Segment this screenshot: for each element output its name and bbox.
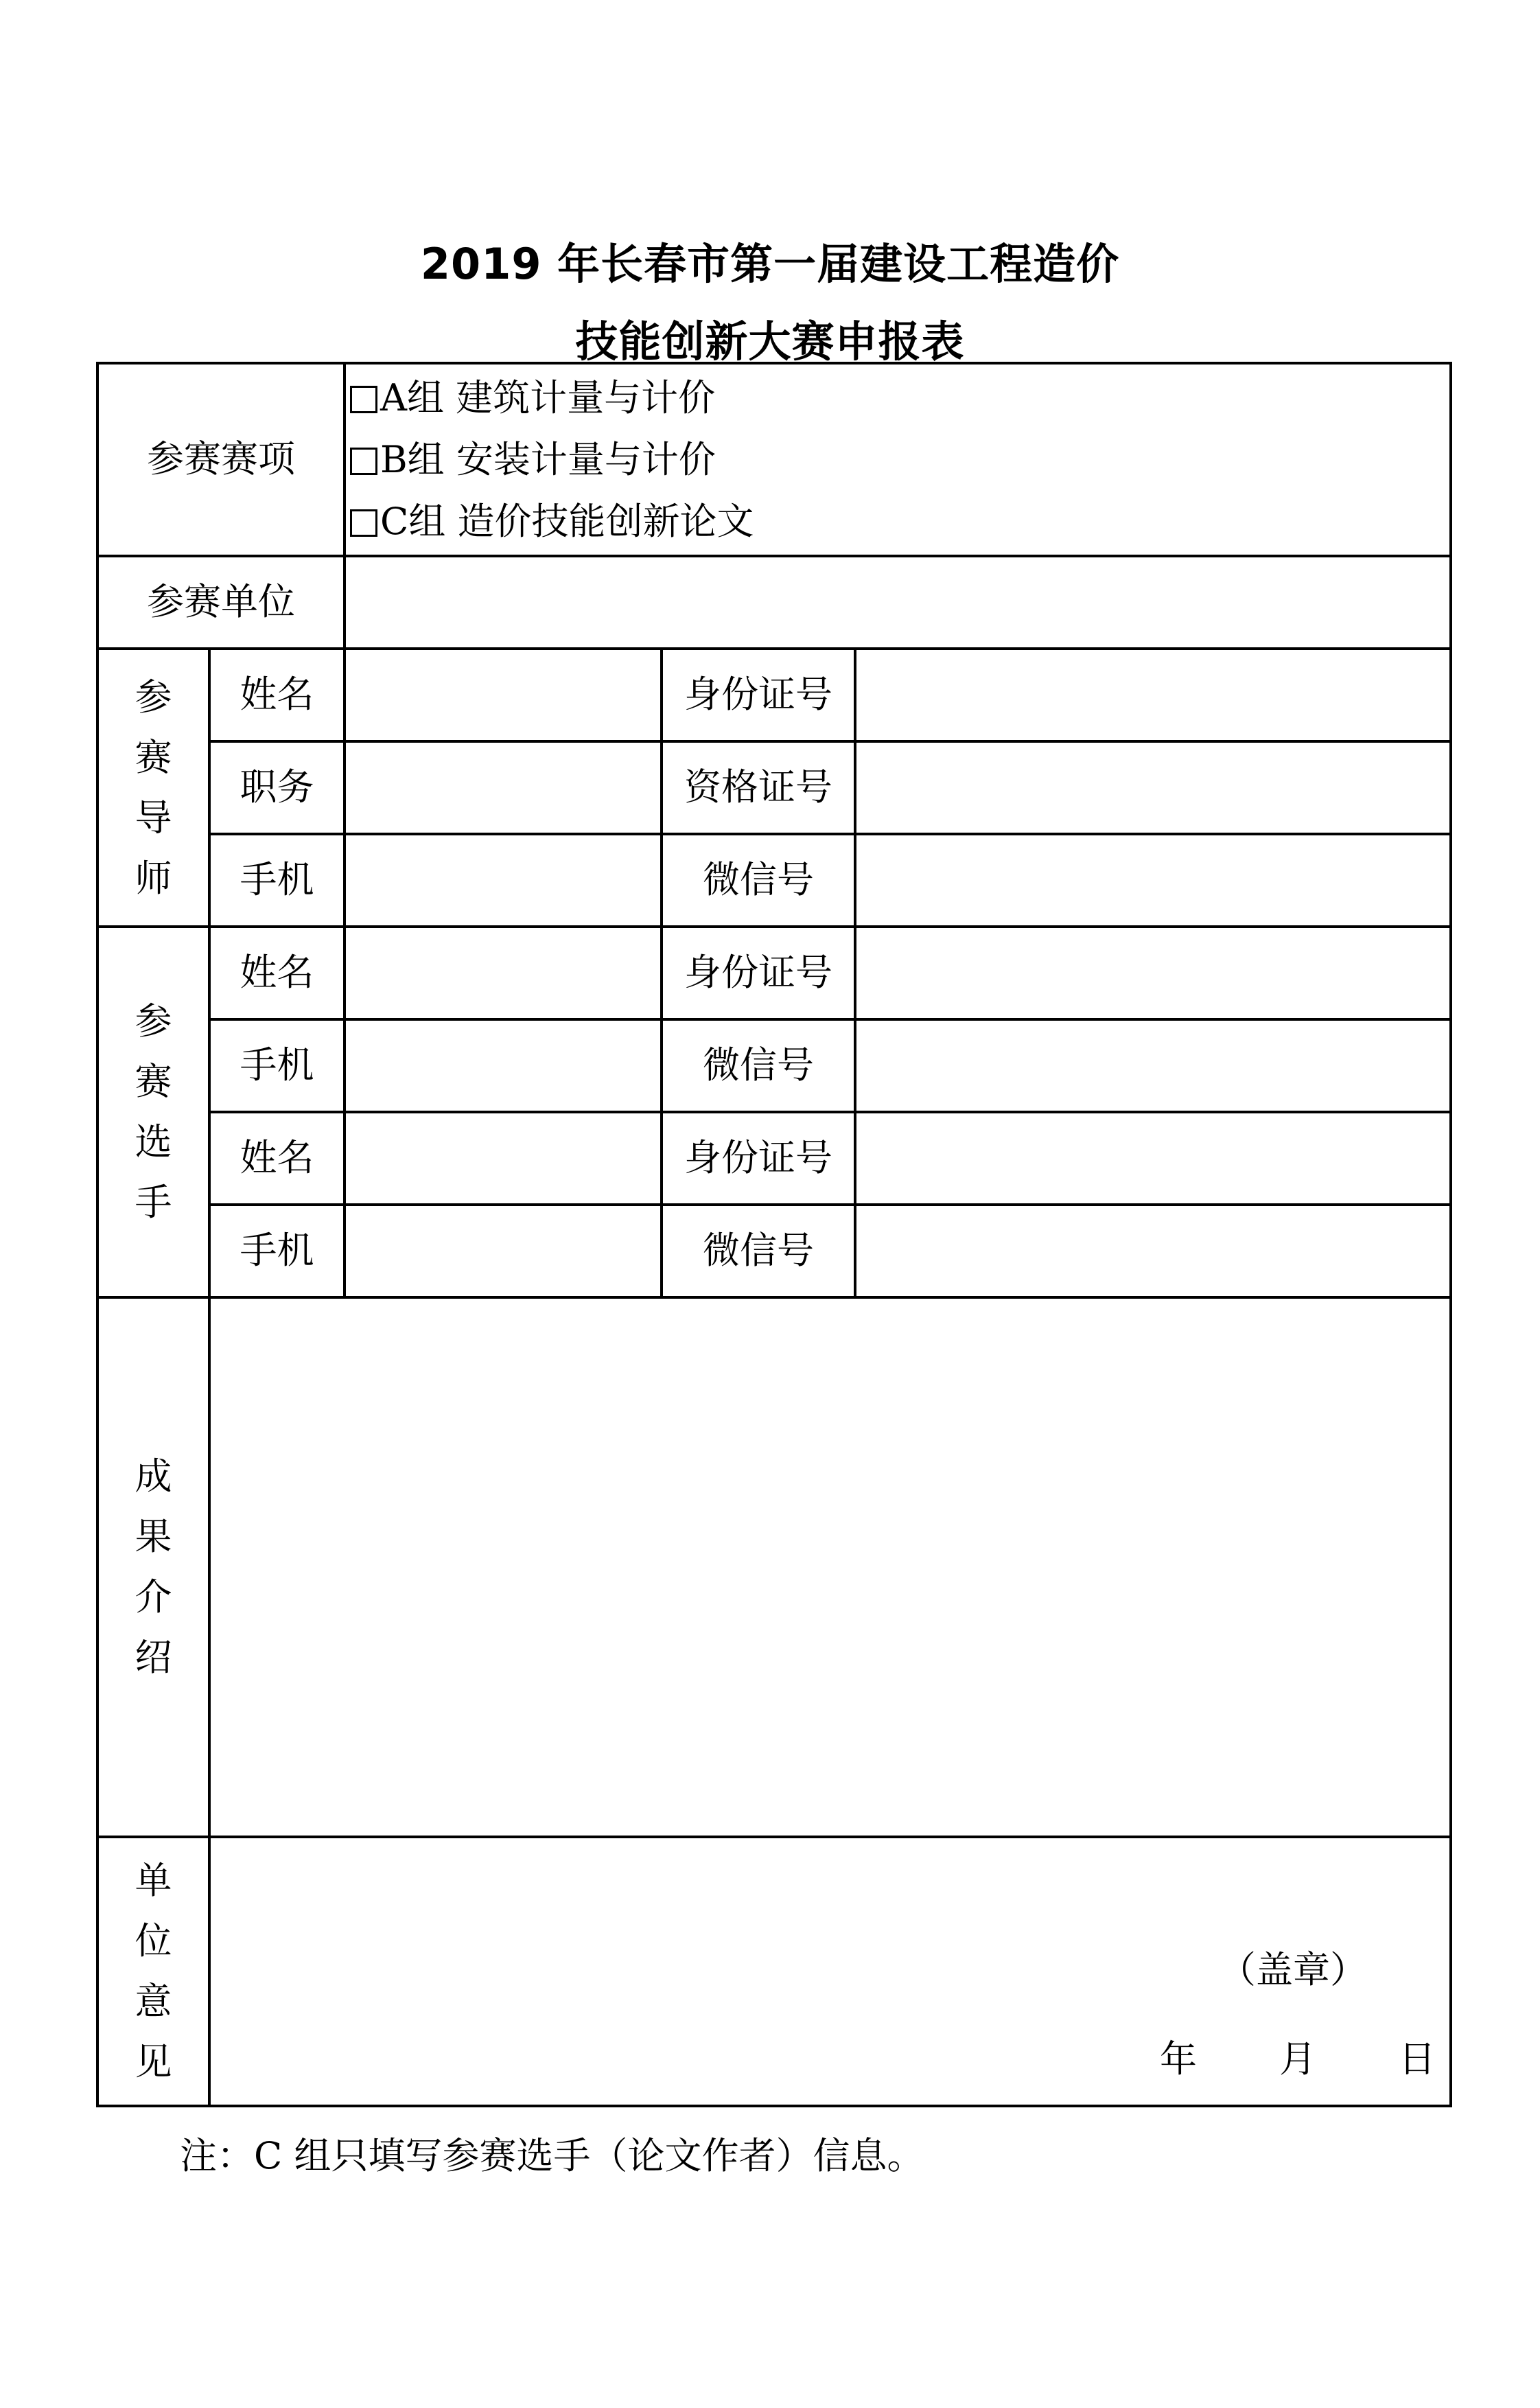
contestant2-phone-field[interactable] <box>345 1205 662 1297</box>
option-name: 建筑计量与计价 <box>456 375 716 419</box>
form-title-line1: 2019 年长春市第一届建设工程造价 <box>420 239 1120 289</box>
achievement-row <box>97 1297 1451 1837</box>
option-group: C组 <box>380 499 446 543</box>
option-name: 造价技能创新论文 <box>457 499 754 543</box>
month-label: 月 <box>1279 2037 1316 2081</box>
contestant1-phone-field[interactable] <box>345 1019 662 1112</box>
achievement-label: 成果介绍 <box>97 1297 209 1837</box>
day-label: 日 <box>1399 2037 1436 2081</box>
mentor-phone-field[interactable] <box>345 834 662 927</box>
mentor-title-field[interactable] <box>345 741 662 834</box>
unit-value-field[interactable] <box>345 556 1451 649</box>
contestant2-wechat-label: 微信号 <box>662 1205 855 1297</box>
contestant2-id-label: 身份证号 <box>662 1112 855 1205</box>
option-group: B组 <box>380 437 445 481</box>
contestant-row <box>97 1205 1451 1297</box>
achievement-field[interactable] <box>209 1297 1451 1837</box>
mentor-wechat-label: 微信号 <box>662 834 855 927</box>
event-option-c[interactable] <box>350 491 1449 553</box>
checkbox-icon[interactable] <box>350 448 377 475</box>
mentor-cert-label: 资格证号 <box>662 741 855 834</box>
option-group: A组 <box>380 375 444 419</box>
contestant2-id-field[interactable] <box>855 1112 1451 1205</box>
contestant1-id-label: 身份证号 <box>662 927 855 1019</box>
mentor-cert-field[interactable] <box>855 741 1451 834</box>
contestant-row <box>97 1019 1451 1112</box>
contestant-row <box>97 1112 1451 1205</box>
event-option-a[interactable] <box>350 367 1449 429</box>
contestant1-name-field[interactable] <box>345 927 662 1019</box>
contestant1-name-label: 姓名 <box>209 927 345 1019</box>
mentor-id-field[interactable] <box>855 649 1451 741</box>
application-form-table <box>96 362 1452 2107</box>
contestant2-name-field[interactable] <box>345 1112 662 1205</box>
mentor-title-label: 职务 <box>209 741 345 834</box>
mentor-row <box>97 834 1451 927</box>
mentor-row <box>97 649 1451 741</box>
mentor-row <box>97 741 1451 834</box>
event-row <box>97 363 1451 556</box>
footnote: 注：C 组只填写参赛选手（论文作者）信息。 <box>180 2134 924 2177</box>
contestant1-wechat-field[interactable] <box>855 1019 1451 1112</box>
contestants-group-label: 参赛选手 <box>97 927 209 1297</box>
seal-text: （盖章） <box>1219 1948 1367 1991</box>
mentor-id-label: 身份证号 <box>662 649 855 741</box>
checkbox-icon[interactable] <box>350 386 377 413</box>
form-title-line2: 技能创新大赛申报表 <box>575 316 965 367</box>
date-line <box>1160 2037 1436 2082</box>
opinion-row <box>97 1837 1451 2106</box>
option-name: 安装计量与计价 <box>456 437 716 481</box>
opinion-label: 单位意见 <box>97 1837 209 2106</box>
mentor-wechat-field[interactable] <box>855 834 1451 927</box>
mentor-name-field[interactable] <box>345 649 662 741</box>
event-label: 参赛赛项 <box>97 363 345 556</box>
mentor-name-label: 姓名 <box>209 649 345 741</box>
opinion-field[interactable] <box>209 1837 1451 2106</box>
contestant2-wechat-field[interactable] <box>855 1205 1451 1297</box>
event-option-b[interactable] <box>350 429 1449 491</box>
year-label: 年 <box>1160 2037 1197 2081</box>
mentor-group-label: 参赛导师 <box>97 649 209 927</box>
contestant1-id-field[interactable] <box>855 927 1451 1019</box>
unit-row <box>97 556 1451 649</box>
contestant1-phone-label: 手机 <box>209 1019 345 1112</box>
checkbox-icon[interactable] <box>350 509 377 537</box>
event-options <box>345 363 1451 556</box>
contestant2-phone-label: 手机 <box>209 1205 345 1297</box>
contestant1-wechat-label: 微信号 <box>662 1019 855 1112</box>
contestant-row <box>97 927 1451 1019</box>
mentor-phone-label: 手机 <box>209 834 345 927</box>
unit-label: 参赛单位 <box>97 556 345 649</box>
contestant2-name-label: 姓名 <box>209 1112 345 1205</box>
